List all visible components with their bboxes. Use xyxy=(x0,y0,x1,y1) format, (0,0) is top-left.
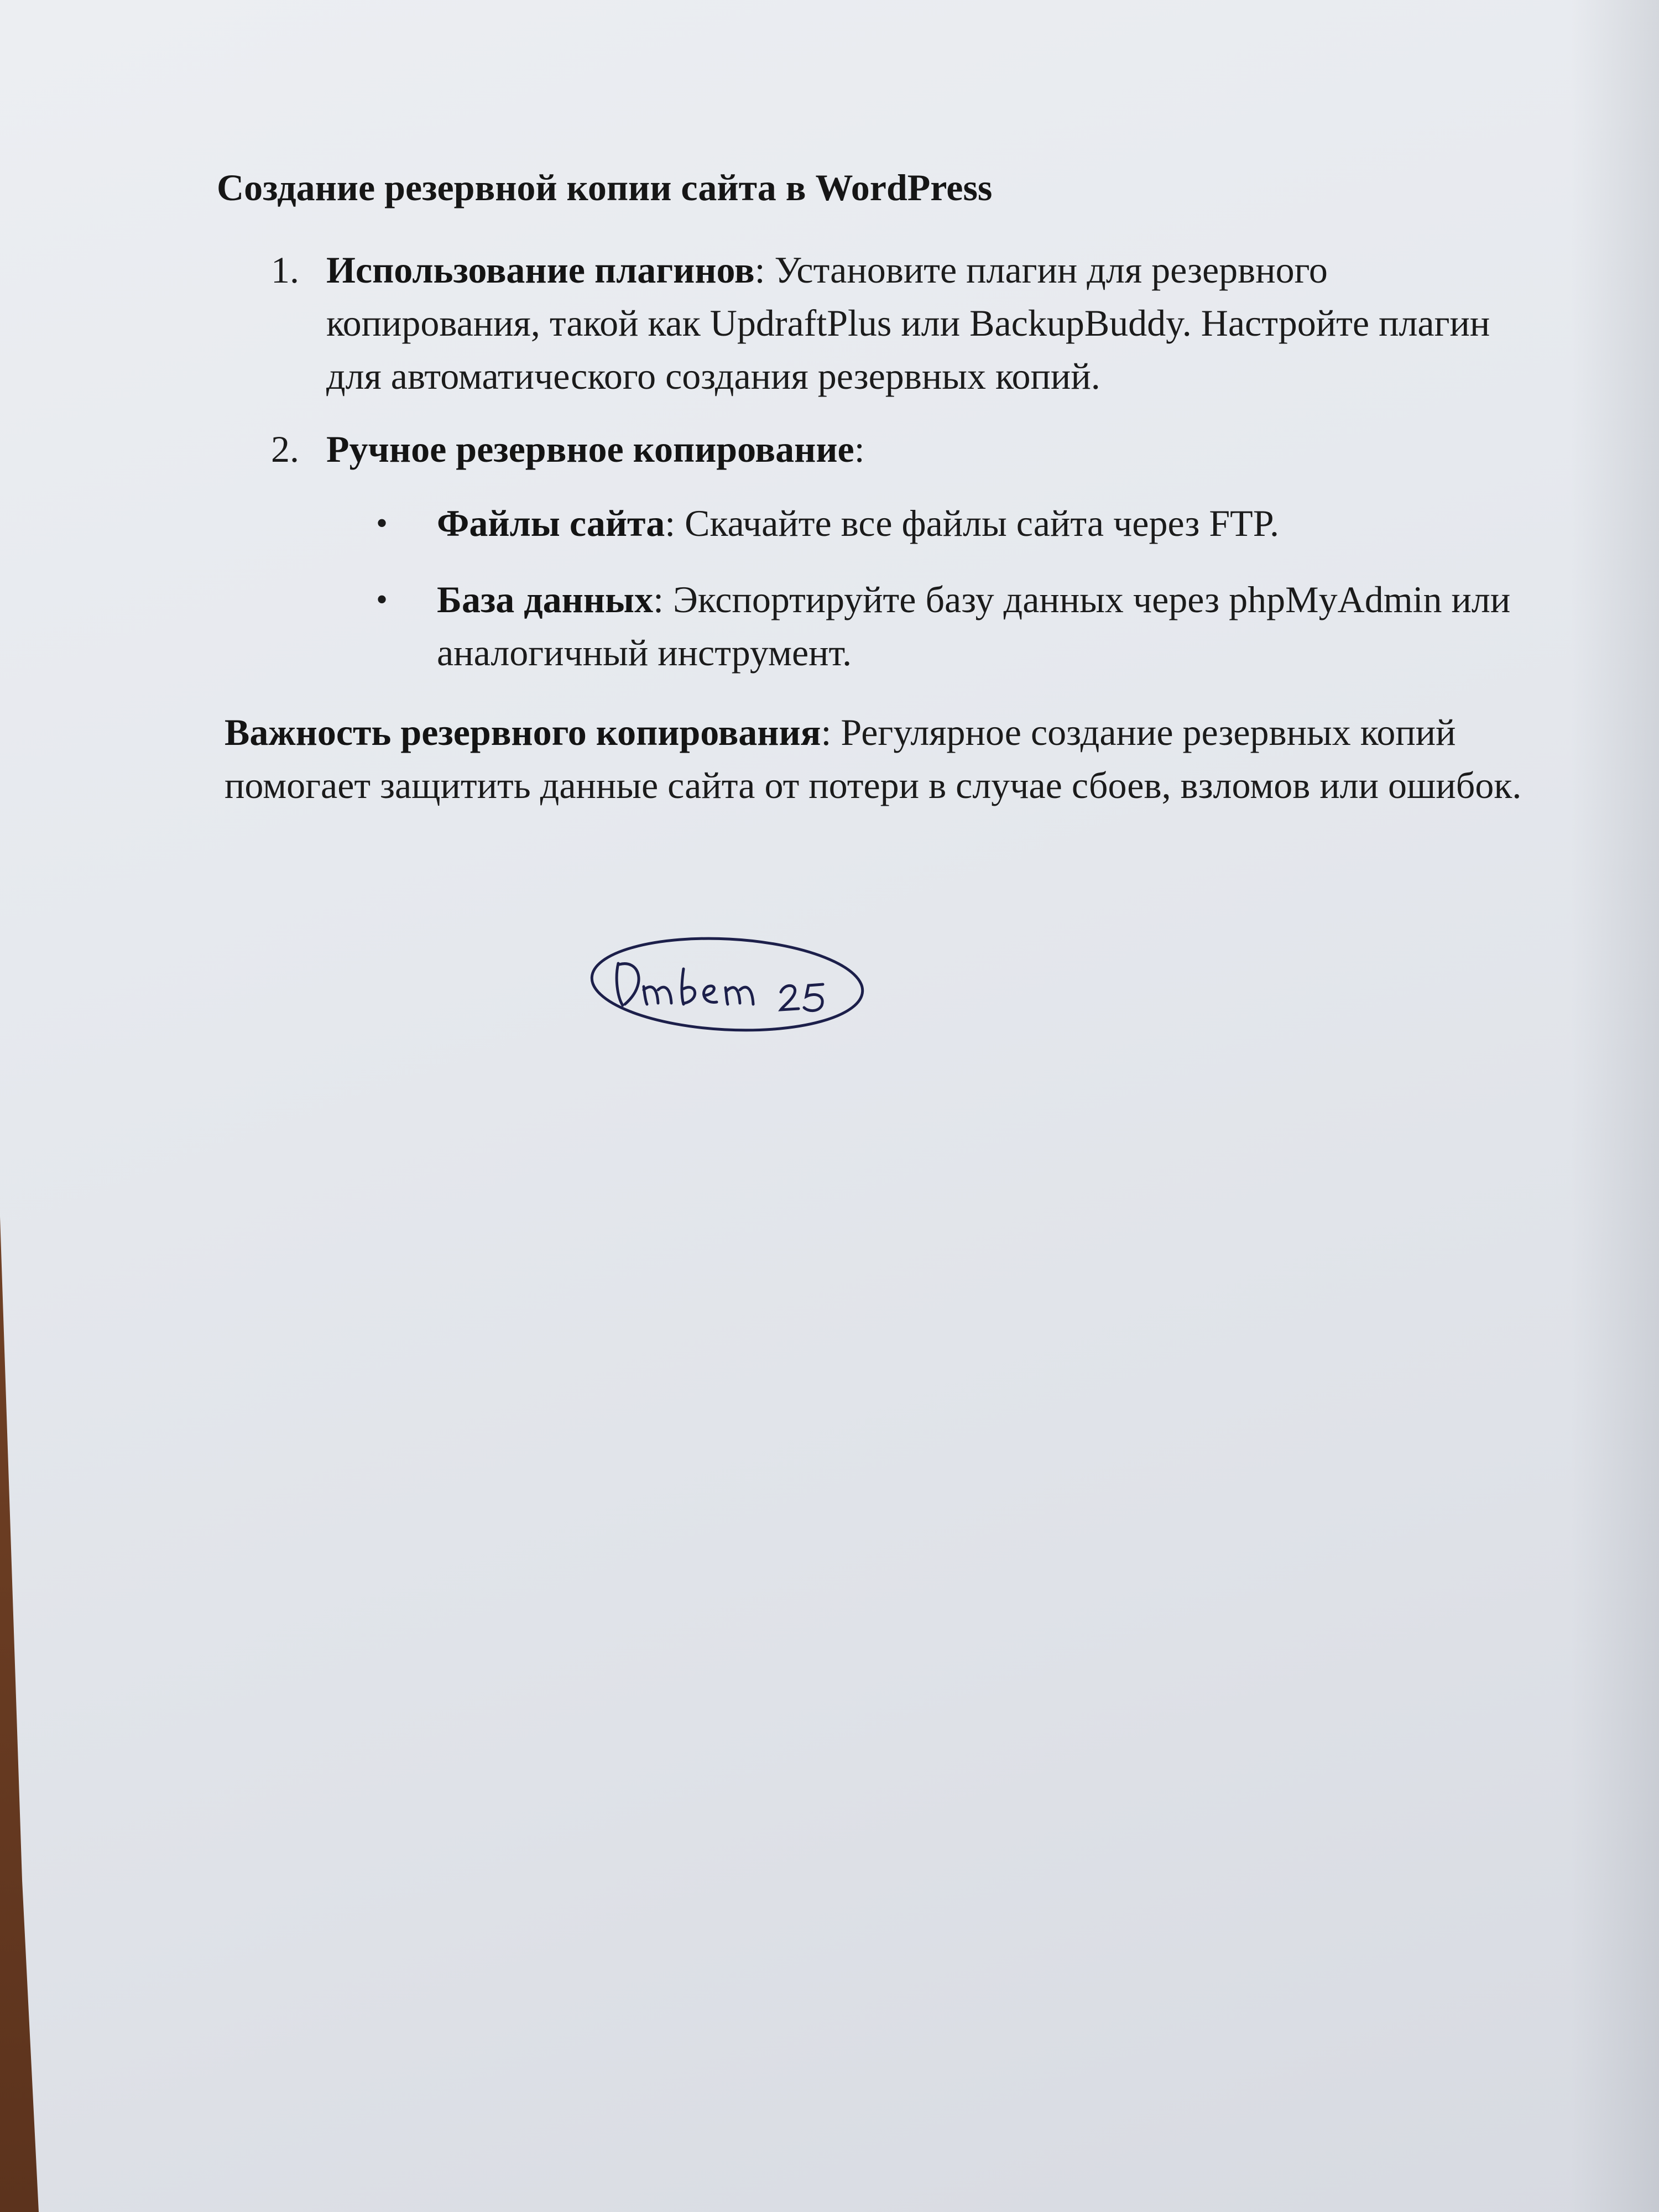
bullet-term: База данных xyxy=(437,578,654,620)
list-item-plugins xyxy=(271,243,1543,403)
bullet-body: : Скачайте все файлы сайта через FTP. xyxy=(665,502,1279,544)
paper-shadow xyxy=(1571,0,1659,2212)
bullet-dot-icon: • xyxy=(376,505,388,541)
bullet-dot-icon: • xyxy=(376,581,388,618)
bullet-text xyxy=(437,497,1565,550)
bullet-term: Файлы сайта xyxy=(437,502,665,544)
list-item-term: Использование плагинов xyxy=(326,249,755,291)
list-number: 1. xyxy=(271,249,299,291)
list-item-body: : Установите плагин для резервного копирования, такой как UpdraftPlus или BackupBuddy. Настройте плагин для автоматического создания резервных копий. xyxy=(326,249,1490,397)
list-item-text xyxy=(326,243,1543,403)
list-item-manual xyxy=(271,422,1543,476)
importance-paragraph xyxy=(225,706,1607,812)
handwritten-answer-stamp xyxy=(586,929,874,1040)
bullet-site-files xyxy=(376,497,1565,550)
list-item-body: : xyxy=(854,428,865,470)
bullet-database xyxy=(376,573,1565,679)
handwritten-note-graphic xyxy=(586,929,874,1040)
list-item-term: Ручное резервное копирование xyxy=(326,428,854,470)
list-number: 2. xyxy=(271,428,299,470)
importance-body: : Регулярное создание резервных копий помогает защитить данные сайта от потери в случае сбоев, взломов или ошибок. xyxy=(225,711,1522,806)
document-title: Создание резервной копии сайта в WordPress xyxy=(217,166,993,208)
list-item-text xyxy=(326,422,1543,476)
bullet-body: : Экспортируйте базу данных через phpMyAdmin или аналогичный инструмент. xyxy=(437,578,1511,674)
importance-term: Важность резервного копирования xyxy=(225,711,821,753)
bullet-text xyxy=(437,573,1565,679)
